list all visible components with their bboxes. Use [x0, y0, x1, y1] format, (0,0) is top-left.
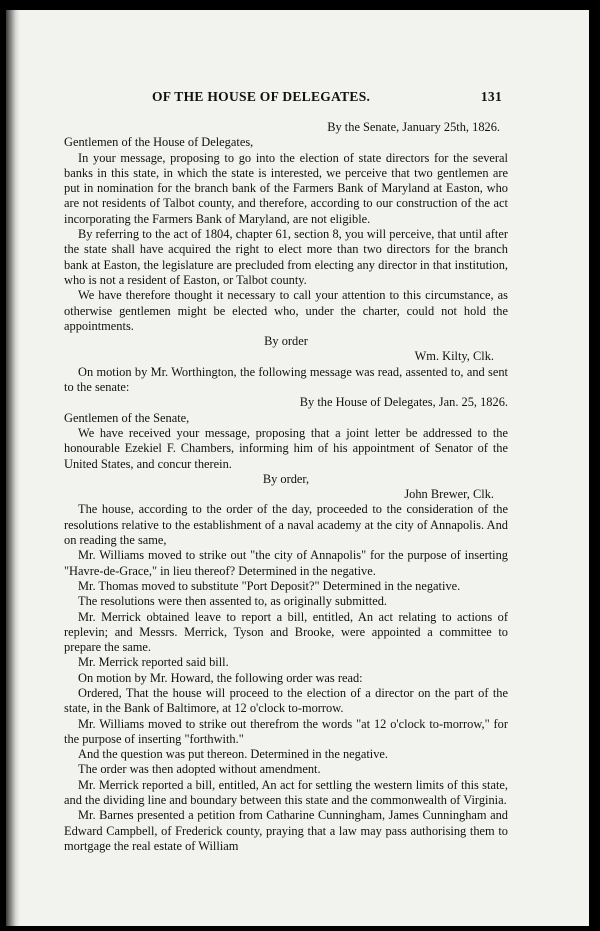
- page-body: [64, 120, 508, 854]
- book-page: [6, 10, 589, 926]
- naval-academy-paragraph: The house, according to the order of the day, proceeded to the consideration of the resolutions relative to the establishment of a naval academy at the city of Annapolis. And on reading the same,: [64, 502, 508, 548]
- merrick-reported: Mr. Merrick reported said bill.: [78, 655, 229, 670]
- running-head-title: OF THE HOUSE OF DELEGATES.: [152, 89, 371, 104]
- house-message-paragraph: We have received your message, proposing that a joint letter be addressed to the honourable Ezekiel F. Chambers, informing him of his appointment of Senator of the United States, and concur therein.: [64, 425, 508, 471]
- howard-motion: On motion by Mr. Howard, the following order was read:: [78, 670, 363, 685]
- by-order-1: By order: [264, 334, 308, 349]
- house-dateline: By the House of Delegates, Jan. 25, 1826.: [299, 395, 508, 410]
- resolutions-assented: The resolutions were then assented to, as originally submitted.: [78, 594, 388, 609]
- question-put: And the question was put thereon. Determined in the negative.: [78, 747, 389, 762]
- thomas-motion: Mr. Thomas moved to substitute "Port Deposit?" Determined in the negative.: [78, 578, 461, 593]
- senate-message-paragraph-3: We have therefore thought it necessary to call your attention to this circumstance, as otherwise gentlemen might be elected who, under the charter, could not hold the appointments.: [64, 288, 508, 333]
- williams-motion-1: Mr. Williams moved to strike out "the city of Annapolis" for the purpose of inserting "Havre-de-Grace," in lieu thereof? Determined in the negative.: [64, 548, 508, 578]
- by-order-2: By order,: [262, 471, 310, 486]
- senate-message-paragraph-2: By referring to the act of 1804, chapter 61, section 8, you will perceive, that until after the state shall have acquired the right to elect more than two directors for the branch bank at Easton, the legislature are precluded from electing any director in that institution, who is not a resident of Easton, or Talbot county.: [64, 227, 508, 287]
- motion-worthington: On motion by Mr. Worthington, the following message was read, assented to, and sent to the senate:: [64, 364, 508, 395]
- merrick-replevin: Mr. Merrick obtained leave to report a bill, entitled, An act relating to actions of replevin; and Messrs. Merrick, Tyson and Brooke, were appointed a committee to prepare the same.: [64, 609, 508, 655]
- order-adopted: The order was then adopted without amendment.: [78, 762, 321, 777]
- williams-motion-2: Mr. Williams moved to strike out therefrom the words "at 12 o'clock to-morrow," for the purpose of inserting "forthwith.": [64, 716, 508, 746]
- signature-brewer: John Brewer, Clk.: [404, 487, 494, 502]
- merrick-western-limits: Mr. Merrick reported a bill, entitled, An act for settling the western limits of this state, and the dividing line and boundary between this state and the commonwealth of Virginia.: [64, 777, 508, 808]
- senate-dateline: By the Senate, January 25th, 1826.: [327, 120, 500, 134]
- ordered-paragraph: Ordered, That the house will proceed to the election of a director on the part of the state, in the Bank of Baltimore, at 12 o'clock to-morrow.: [64, 685, 508, 716]
- senate-message-paragraph-1: In your message, proposing to go into the election of state directors for the several banks in this state, in which the state is interested, we perceive that two gentlemen are put in nomination for the branch bank of the Farmers Bank of Maryland at Easton, who are not residents of Talbot county, and therefore, according to our construction of the act incorporating the Farmers Bank of Maryland, are not eligible.: [64, 150, 508, 226]
- signature-kilty: Wm. Kilty, Clk.: [414, 349, 494, 364]
- page-number: 131: [480, 89, 502, 104]
- page-gutter: [6, 10, 20, 926]
- running-header: [152, 89, 502, 105]
- barnes-petition: Mr. Barnes presented a petition from Catharine Cunningham, James Cunningham and Edward Campbell, of Frederick county, praying that a law may pass authorising them to mortgage the real estate of William: [64, 808, 508, 853]
- salutation-house: Gentlemen of the House of Delegates,: [64, 135, 254, 150]
- salutation-senate: Gentlemen of the Senate,: [64, 410, 190, 425]
